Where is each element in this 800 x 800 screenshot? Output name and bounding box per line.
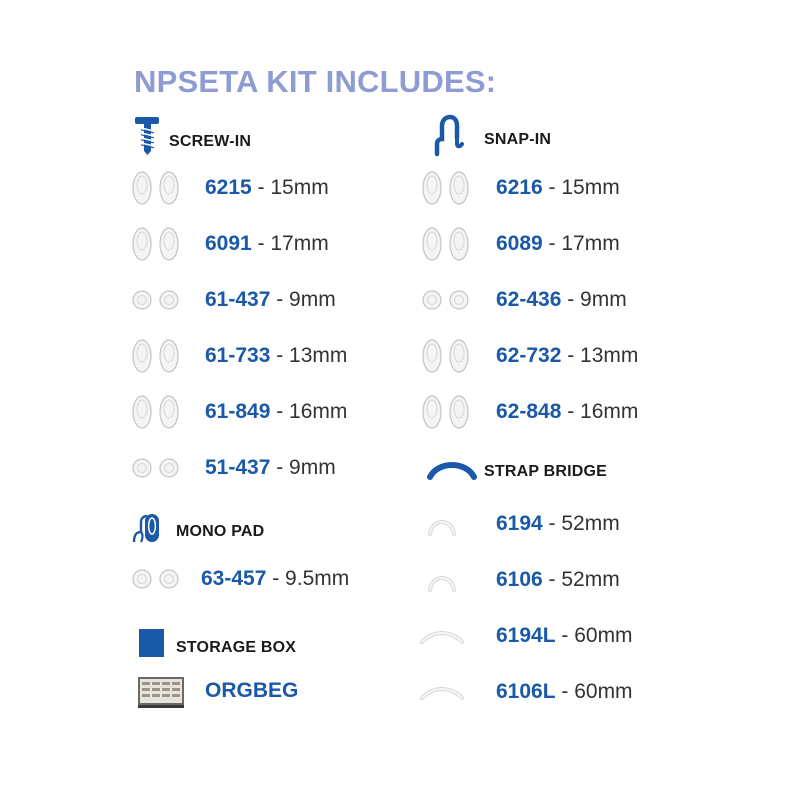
product-size: - 13mm xyxy=(270,344,348,367)
product-code: 6194 xyxy=(496,512,543,535)
product-label xyxy=(205,456,336,480)
mono-pad-heading xyxy=(176,523,264,541)
product-label xyxy=(205,679,298,703)
bridge-image xyxy=(418,672,482,712)
product-label xyxy=(496,624,633,648)
bridge-image xyxy=(418,560,482,600)
product-row xyxy=(418,336,696,376)
product-size: - 60mm xyxy=(555,624,633,647)
product-label xyxy=(496,232,620,256)
product-label xyxy=(496,680,633,704)
product-row xyxy=(418,392,696,432)
product-label xyxy=(205,344,347,368)
nose-pad-image xyxy=(418,336,482,376)
product-code: ORGBEG xyxy=(205,679,299,702)
strap-bridge-label: STRAP BRIDGE xyxy=(484,463,608,480)
product-label xyxy=(496,568,620,592)
product-row xyxy=(128,224,405,264)
nose-pad-image xyxy=(418,392,482,432)
product-label xyxy=(496,400,638,424)
product-size: - 16mm xyxy=(270,400,348,423)
product-row xyxy=(128,280,405,320)
product-label xyxy=(496,344,638,368)
nose-pad-image xyxy=(128,392,192,432)
product-label xyxy=(201,567,349,591)
product-row xyxy=(128,336,405,376)
product-label xyxy=(205,176,329,200)
product-size: - 16mm xyxy=(561,400,639,423)
product-code: 6091 xyxy=(205,232,252,255)
product-row xyxy=(418,672,696,712)
product-row xyxy=(418,280,696,320)
product-size: - 15mm xyxy=(542,176,620,199)
product-code: 61-733 xyxy=(205,344,271,367)
product-code: 62-848 xyxy=(496,400,562,423)
product-row xyxy=(418,224,696,264)
mono-pad-label: MONO PAD xyxy=(176,523,265,540)
product-code: 61-437 xyxy=(205,288,271,311)
storage-box-heading xyxy=(176,639,296,657)
product-row xyxy=(128,168,405,208)
product-label xyxy=(205,400,347,424)
strap-bridge-heading xyxy=(484,463,607,481)
product-label xyxy=(496,288,627,312)
product-size: - 15mm xyxy=(251,176,329,199)
product-row xyxy=(136,671,405,711)
product-code: 6106 xyxy=(496,568,543,591)
product-code: 62-436 xyxy=(496,288,562,311)
product-code: 6089 xyxy=(496,232,543,255)
product-size: - 9.5mm xyxy=(266,567,350,590)
storage-box-image xyxy=(136,671,200,711)
product-label xyxy=(496,176,620,200)
snap-in-heading xyxy=(484,131,551,149)
nose-pad-image xyxy=(128,168,192,208)
page-title: NPSETA KIT INCLUDES: xyxy=(134,64,497,99)
product-size: - 9mm xyxy=(561,288,627,311)
product-size: - 13mm xyxy=(561,344,639,367)
nose-pad-image xyxy=(418,280,482,320)
product-row xyxy=(418,560,696,600)
square-icon xyxy=(139,629,164,657)
bridge-arc-icon xyxy=(426,457,478,486)
nose-pad-image xyxy=(418,224,482,264)
product-row xyxy=(128,392,405,432)
product-code: 61-849 xyxy=(205,400,271,423)
product-code: 6215 xyxy=(205,176,252,199)
screw-in-heading xyxy=(169,133,251,151)
product-size: - 52mm xyxy=(542,568,620,591)
product-label xyxy=(205,232,329,256)
screw-in-label: SCREW-IN xyxy=(169,133,252,150)
storage-box-label: STORAGE BOX xyxy=(176,639,297,656)
product-size: - 52mm xyxy=(542,512,620,535)
product-code: 6106L xyxy=(496,680,556,703)
product-row xyxy=(128,448,405,488)
product-size: - 17mm xyxy=(542,232,620,255)
product-size: - 17mm xyxy=(251,232,329,255)
product-code: 62-732 xyxy=(496,344,562,367)
product-row xyxy=(418,168,696,208)
product-code: 6216 xyxy=(496,176,543,199)
product-size: - 9mm xyxy=(270,288,336,311)
bridge-image xyxy=(418,616,482,656)
product-row xyxy=(418,504,696,544)
snap-in-label: SNAP-IN xyxy=(484,131,552,148)
nose-pad-image xyxy=(128,336,192,376)
product-row xyxy=(418,616,696,656)
nose-pad-image xyxy=(418,168,482,208)
product-size: - 9mm xyxy=(270,456,336,479)
product-label xyxy=(496,512,620,536)
screw-icon xyxy=(134,115,160,160)
product-code: 51-437 xyxy=(205,456,271,479)
product-label xyxy=(205,288,336,312)
nose-pad-image xyxy=(128,559,192,599)
mono-pad-icon xyxy=(131,508,167,553)
bridge-image xyxy=(418,504,482,544)
nose-pad-image xyxy=(128,280,192,320)
nose-pad-image xyxy=(128,448,192,488)
product-code: 6194L xyxy=(496,624,556,647)
product-row xyxy=(128,559,401,599)
product-size: - 60mm xyxy=(555,680,633,703)
nose-pad-image xyxy=(128,224,192,264)
snap-clip-icon xyxy=(432,114,478,163)
product-code: 63-457 xyxy=(201,567,267,590)
